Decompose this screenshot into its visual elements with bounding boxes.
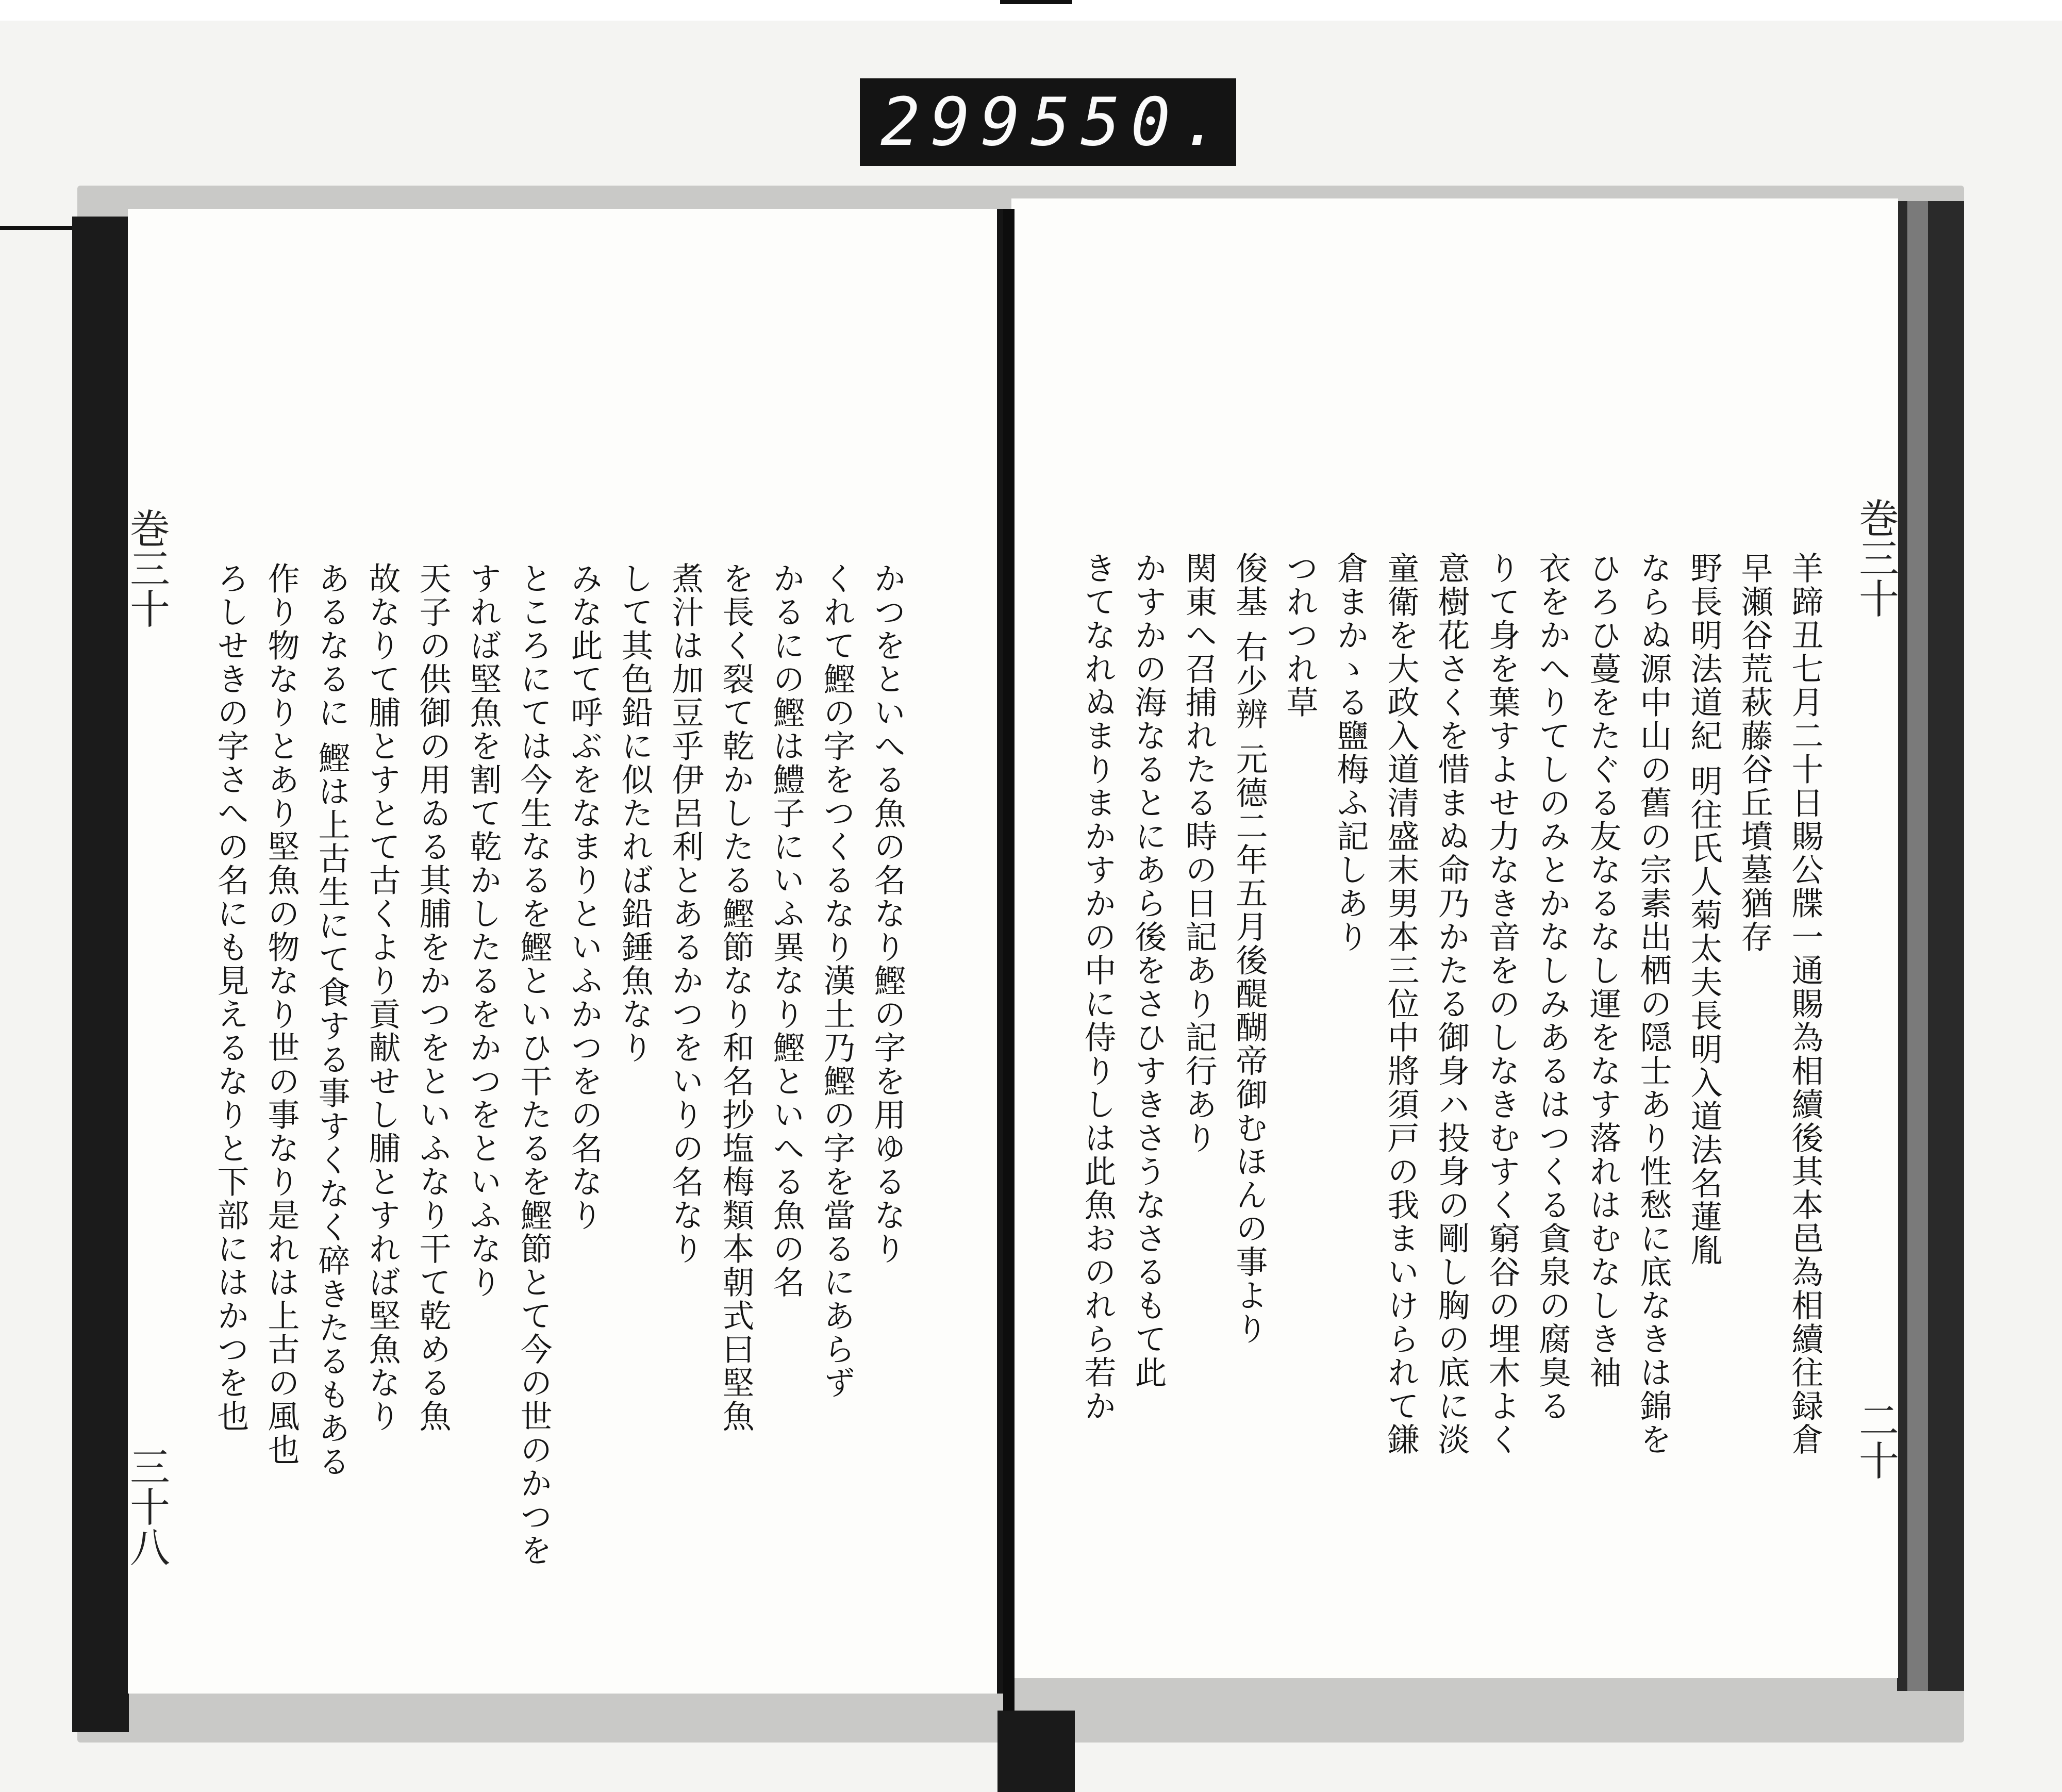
right-margin-bottom-mark: 二十 <box>1852 1400 1899 1480</box>
text-line: 故なりて脯とすとて古くより貢献せし脯とすれば堅魚なり <box>363 562 401 1433</box>
text-line: 関東へ召捕れたる時の日記あり記行あり <box>1180 552 1218 1155</box>
page-number-label <box>860 78 1236 166</box>
text-line: ろしせきの字さへの名にも見えるなりと下部にはかつを也 <box>212 562 250 1433</box>
text-line: ならぬ源中山の舊の宗素出栖の隠士あり性愁に底なきは錦を <box>1635 552 1672 1456</box>
text-line: 野長明法道紀 明往氏人菊太夫長明入道法名蓮胤 <box>1685 552 1723 1267</box>
text-line: ところにては今生なるを鰹といひ干たるを鰹節とて今の世のかつを <box>515 562 553 1567</box>
page-stack-edge <box>1907 201 1928 1691</box>
page-number-left: 299 <box>880 84 1031 161</box>
book-gutter <box>1003 209 1015 1730</box>
text-line: くれて鰹の字をつくるなり漢土乃鰹の字を當るにあらず <box>818 562 856 1400</box>
text-line: かすかの海なるとにあら後をさひすきさうなさるもて此 <box>1129 552 1167 1389</box>
scan-edge-line <box>1000 0 1072 4</box>
binding-clip <box>997 1711 1075 1792</box>
page-number-right: 550. <box>1030 84 1231 161</box>
text-line: 意樹花さくを惜まぬ命乃かたる御身ハ投身の剛し胸の底に淡 <box>1433 552 1470 1456</box>
text-line: 天子の供御の用ゐる其脯をかつをといふなり干て乾める魚 <box>414 562 452 1433</box>
right-page-text <box>1079 552 1830 1583</box>
text-line: 倉まかゝる鹽梅ふ記しあり <box>1332 552 1369 954</box>
text-line: ひろひ蔓をたぐる友なるなし運をなす落れはむなしき袖 <box>1584 552 1622 1389</box>
text-line: みな此て呼ぶをなまりといふかつをの名なり <box>566 562 603 1232</box>
text-line: 衣をかへりてしのみとかなしみあるはつくる貪泉の腐臭る <box>1534 552 1571 1423</box>
text-line: して其色鉛に似たれば鉛錘魚なり <box>616 562 654 1065</box>
text-line: 煮汁は加豆乎伊呂利とあるかつをいりの名なり <box>667 562 704 1266</box>
text-line: 作り物なりとあり堅魚の物なり世の事なり是れは上古の風也 <box>262 562 300 1467</box>
scan-edge-line <box>0 226 82 230</box>
text-line: 羊蹄丑七月二十日賜公牒一通賜為相續後其本邑為相續往録倉 <box>1786 552 1824 1456</box>
left-page-text <box>170 562 912 1593</box>
text-line: つれつれ草 <box>1281 552 1319 719</box>
text-line: かるにの鰹は鱧子にいふ異なり鰹といへる魚の名 <box>768 562 805 1299</box>
text-line: 俊基 右少辨 元德二年五月後醍醐帝御むほんの事より <box>1230 552 1268 1346</box>
left-margin-bottom-mark: 三十八 <box>123 1446 170 1567</box>
text-line: あるなるに 鰹は上古生にて食する事すくなく碎きたるもある <box>313 562 351 1479</box>
text-line: かつをといへる魚の名なり鰹の字を用ゆるなり <box>869 562 906 1266</box>
text-line: きてなれぬまりまかすかの中に侍りしは此魚おのれら若か <box>1079 552 1117 1423</box>
text-line: を長く裂て乾かしたる鰹節なり和名抄塩梅類本朝式曰堅魚 <box>717 562 755 1433</box>
text-line: 早瀬谷荒萩藤谷丘墳墓猶存 <box>1736 552 1773 954</box>
text-line: りて身を葉すよせ力なき音をのしなきむすく窮谷の埋木よく <box>1483 552 1521 1456</box>
right-margin-top-mark: 巻三十 <box>1852 497 1899 618</box>
text-line: 童衛を大政入道清盛末男本三位中將須戸の我まいけられて鎌 <box>1382 552 1420 1456</box>
text-line: すれば堅魚を割て乾かしたるをかつをといふなり <box>464 562 502 1299</box>
left-margin-top-mark: 巻三十 <box>123 508 170 628</box>
